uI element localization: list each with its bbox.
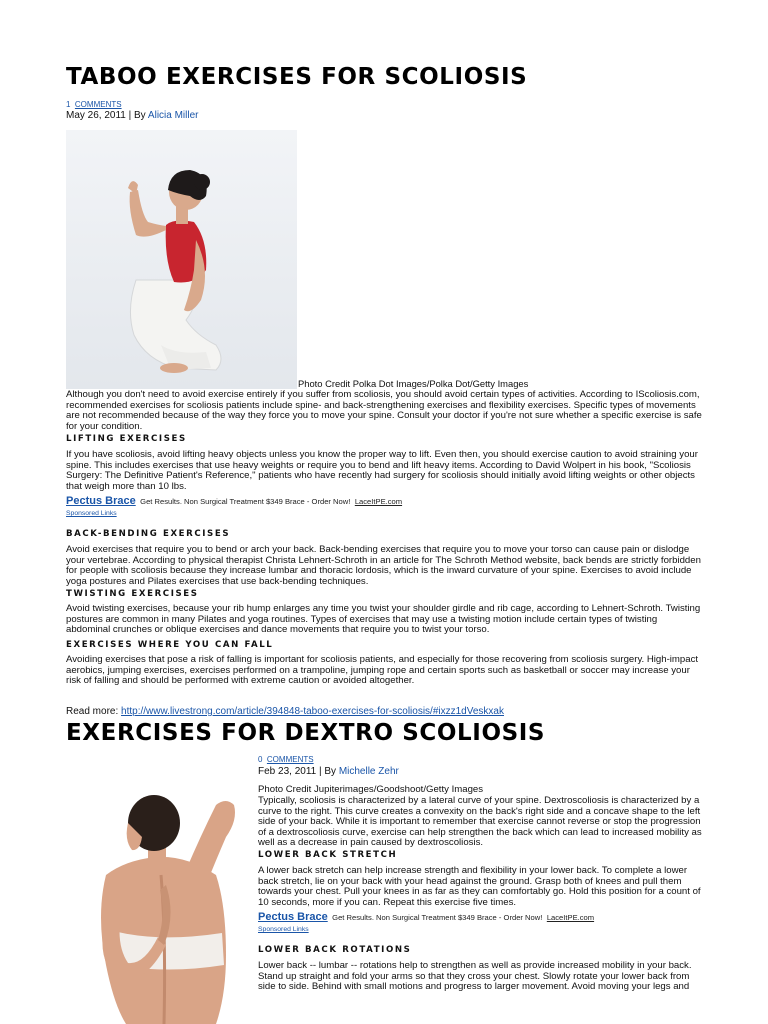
sponsored-links[interactable]: Sponsored Links [258,926,309,933]
photo-credit: Photo Credit Jupiterimages/Goodshoot/Getty Images [258,784,484,795]
author-link[interactable]: Michelle Zehr [338,766,399,777]
comments-count: 1 [66,100,71,109]
ad-description: Get Results. Non Surgical Treatment $349 Brace - Order Now! [332,913,543,922]
section-heading: BACK-BENDING EXERCISES [66,529,231,539]
section-heading: TWISTING EXERCISES [66,589,199,599]
read-more-link[interactable]: http://www.livestrong.com/article/394848-taboo-exercises-for-scoliosis/#ixzz1dVeskxak [121,706,504,717]
section-text: Avoid twisting exercises, because your rib hump enlarges any time you twist your shoulder girdle and rib cage, according to Lehnert-Schroth. Twisting postures are common in many Pilates and yoga routines. Types of exercises that may use a twisting motion include certain types of twisting abdominal crunches or oblique exercises and dance movements that require you to twist your torso. [66,603,701,636]
article-title: EXERCISES FOR DEXTRO SCOLIOSIS [66,720,546,746]
section-text: Avoiding exercises that pose a risk of falling is important for scoliosis patients, and especially for those recovering from scoliosis surgery. High-impact aerobics, jumping exercises, exercises performed on a trampoline, jumping rope and certain sports such as basketball or soccer may increase your risk of falling and should be performed with extreme caution or avoided altogether. [66,654,699,687]
article-date: Feb 23, 2011 | By [258,766,337,777]
section-heading: LIFTING EXERCISES [66,434,187,444]
yoga-woman-photo [66,130,297,389]
sponsored-ad [66,491,402,509]
sponsored-links[interactable]: Sponsored Links [66,510,117,517]
ad-title-link[interactable]: Pectus Brace [258,911,328,923]
sponsored-ad [258,907,594,925]
article-date: May 26, 2011 | By [66,110,146,121]
woman-back-stretch-photo [66,765,251,1024]
comments-link[interactable]: COMMENTS [266,755,314,764]
section-heading: LOWER BACK STRETCH [258,850,398,860]
byline [258,766,399,777]
ad-url-link[interactable]: LaceItPE.com [354,497,403,506]
author-link[interactable]: Alicia Miller [147,110,199,121]
section-heading: LOWER BACK ROTATIONS [258,945,412,955]
article-title: TABOO EXERCISES FOR SCOLIOSIS [66,64,528,90]
section-text: Lower back -- lumbar -- rotations help to strengthen as well as provide increased mobility in your back. Stand up straight and fold your arms so that they cross your chest. Slowly rotate your lower back from side to side. Behind with small motions and progress to larger movement. Avoid moving your legs and [258,960,692,993]
section-text: If you have scoliosis, avoid lifting heavy objects unless you know the proper way to lift. Even then, you should exercise caution to avoid straining your spine. This includes exercises that use heavy weights or require you to bend and lift heavy items. According to David Wolpert in his book, "Scoliosis Surgery: The Definitive Patient's Reference," patients who have recently had surgery for scoliosis should initially avoid lifting weights or other objects that weigh more than 10 lbs. [66,449,698,492]
read-more-label: Read more: [66,706,119,717]
section-text: A lower back stretch can help increase strength and flexibility in your lower back. To complete a lower back stretch, lie on your back with your head against the ground. Grasp both of knees and pull them towards your chest. Pull your knees in as far as they can comfortably go. Hold this position for a count of 10 seconds, more if you can. Repeat this exercise five times. [258,865,701,908]
byline [66,110,198,121]
ad-url-link[interactable]: LaceItPE.com [546,913,595,922]
comments-link[interactable]: COMMENTS [74,100,122,109]
comments-row [258,749,314,767]
section-heading: EXERCISES WHERE YOU CAN FALL [66,640,274,650]
comments-count: 0 [258,755,263,764]
article-intro: Although you don't need to avoid exercise entirely if you suffer from scoliosis, you should avoid certain types of activities. According to IScoliosis.com, recommended exercises for scoliosis patients include spine- and back-strengthening exercises and flexibility exercises. Specific types of movements are not recommended because of the way they force you to move your spine. Consult your doctor if you're not sure whether a specific exercise is safe for your condition. [66,389,702,432]
section-text: Avoid exercises that require you to bend or arch your back. Back-bending exercises that require you to move your torso can cause pain or dislodge your vertebrae. According to physical therapist Christa Lehnert-Schroth in an article for The Schroth Method website, back bends are strictly forbidden for people with scoliosis because they increase lumbar and thoracic lordosis, which is the inward curvature of your spine. Exercises to avoid include yoga postures and Pilates exercises that use back-bending techniques. [66,544,701,587]
ad-title-link[interactable]: Pectus Brace [66,495,136,507]
read-more [66,706,504,717]
ad-description: Get Results. Non Surgical Treatment $349 Brace - Order Now! [140,497,351,506]
photo-credit: Photo Credit Polka Dot Images/Polka Dot/Getty Images [298,378,529,389]
article-intro: Typically, scoliosis is characterized by a lateral curve of your spine. Dextroscoliosis is characterized by a curve to the right. This curve creates a convexity on the back's right side and a concave shape to the left side of your back. While it is important to remember that exercise cannot reverse or stop the progression of a dextroscoliosis curve, exercise can help strengthen the back which can lead to increased mobility as well as a decrease in pain caused by dextroscoliosis. [258,795,702,849]
